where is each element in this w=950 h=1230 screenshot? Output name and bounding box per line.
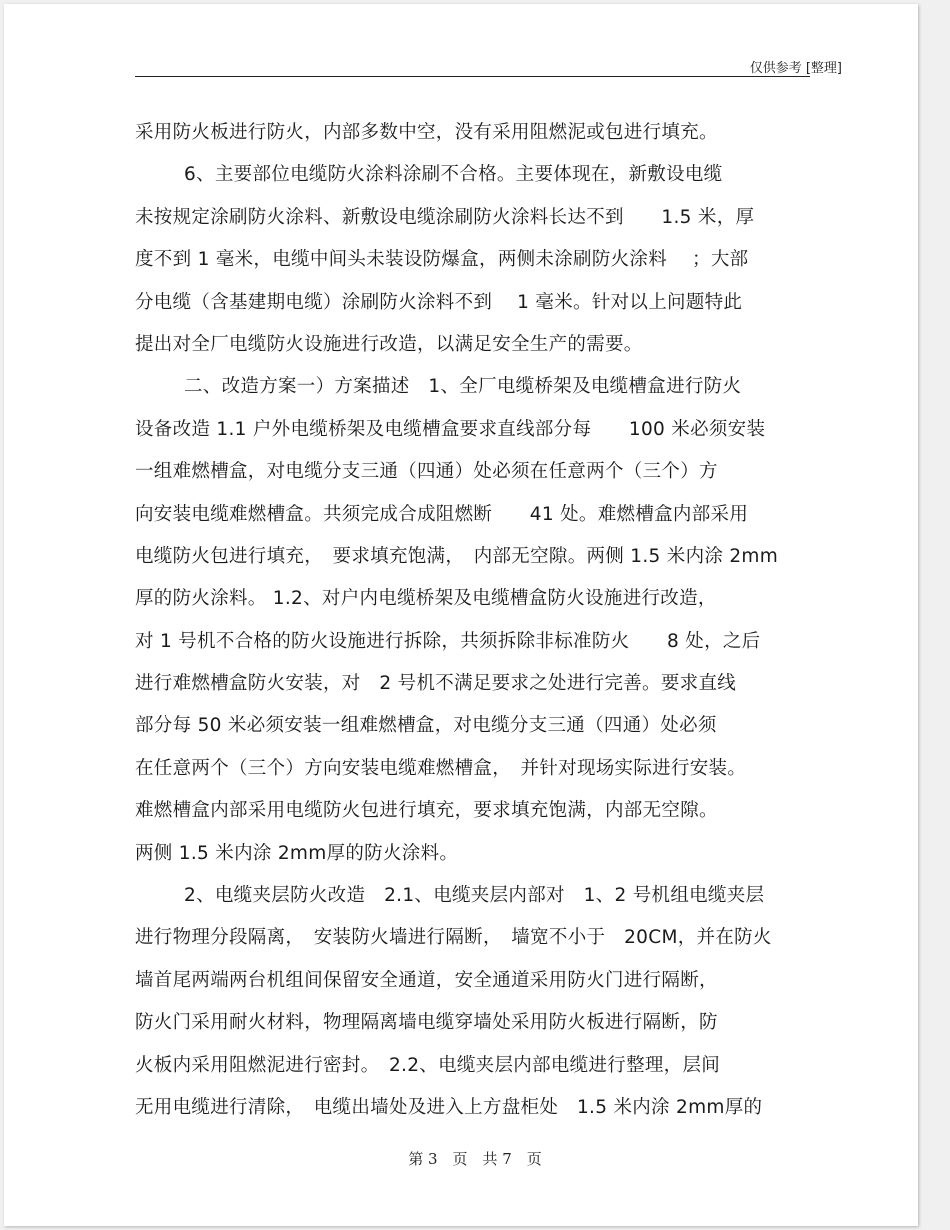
text-line: 二、改造方案一）方案描述 1、全厂电缆桥架及电缆槽盒进行防火 <box>184 376 742 398</box>
text-line: 提出对全厂电缆防火设施进行改造，以满足安全生产的需要。 <box>135 333 643 355</box>
text-line: 墙首尾两端两台机组间保留安全通道，安全通道采用防火门进行隔断， <box>135 969 718 991</box>
text-line: 未按规定涂刷防火涂料、新敷设电缆涂刷防火涂料长达不到 1.5 米，厚 <box>135 206 755 228</box>
text-line: 采用防火板进行防火，内部多数中空，没有采用阻燃泥或包进行填充。 <box>135 122 718 143</box>
text-line: 防火门采用耐火材料，物理隔离墙电缆穿墙处采用防火板进行隔断，防 <box>135 1012 718 1034</box>
text-line: 进行物理分段隔离， 安装防火墙进行隔断， 墙宽不小于 20CM，并在防火 <box>135 927 772 949</box>
text-line: 对 1 号机不合格的防火设施进行拆除，共须拆除非标准防火 8 处，之后 <box>135 630 761 652</box>
text-line: 向安装电缆难燃槽盒。共须完成合成阻燃断 41 处。难燃槽盒内部采用 <box>135 503 749 525</box>
text-line: 两侧 1.5 米内涂 2mm厚的防火涂料。 <box>135 842 459 864</box>
text-line: 难燃槽盒内部采用电缆防火包进行填充，要求填充饱满，内部无空隙。 <box>135 800 718 822</box>
text-line: 在任意两个（三个）方向安装电缆难燃槽盒， 并针对现场实际进行安装。 <box>135 757 747 779</box>
text-line: 度不到 1 毫米，电缆中间头未装设防爆盒，两侧未涂刷防火涂料 ；大部 <box>135 249 749 271</box>
header-divider <box>135 76 810 77</box>
page-footer: 第 3 页 共 7 页 <box>408 1150 542 1168</box>
text-line: 电缆防火包进行填充， 要求填充饱满， 内部无空隙。两侧 1.5 米内涂 2mm <box>135 545 779 567</box>
text-line: 2、电缆夹层防火改造 2.1、电缆夹层内部对 1、2 号机组电缆夹层 <box>184 885 765 907</box>
text-line: 部分每 50 米必须安装一组难燃槽盒，对电缆分支三通（四通）处必须 <box>135 715 717 737</box>
page-header: 仅供参考 [整理] <box>749 61 842 76</box>
text-line: 厚的防火涂料。 1.2、对户内电缆桥架及电缆槽盒防火设施进行改造， <box>135 588 717 610</box>
text-line: 设备改造 1.1 户外电缆桥架及电缆槽盒要求直线部分每 100 米必须安装 <box>135 418 766 440</box>
text-line: 火板内采用阻燃泥进行密封。 2.2、电缆夹层内部电缆进行整理，层间 <box>135 1054 721 1076</box>
text-line: 6、主要部位电缆防火涂料涂刷不合格。主要体现在，新敷设电缆 <box>184 164 723 186</box>
text-line: 一组难燃槽盒，对电缆分支三通（四通）处必须在任意两个（三个）方 <box>135 461 718 483</box>
text-line: 无用电缆进行清除， 电缆出墙处及进入上方盘柜处 1.5 米内涂 2mm厚的 <box>135 1096 763 1118</box>
text-line: 进行难燃槽盒防火安装，对 2 号机不满足要求之处进行完善。要求直线 <box>135 673 737 695</box>
body-text <box>135 112 835 1129</box>
text-line: 分电缆（含基建期电缆）涂刷防火涂料不到 1 毫米。针对以上问题特此 <box>135 291 743 313</box>
